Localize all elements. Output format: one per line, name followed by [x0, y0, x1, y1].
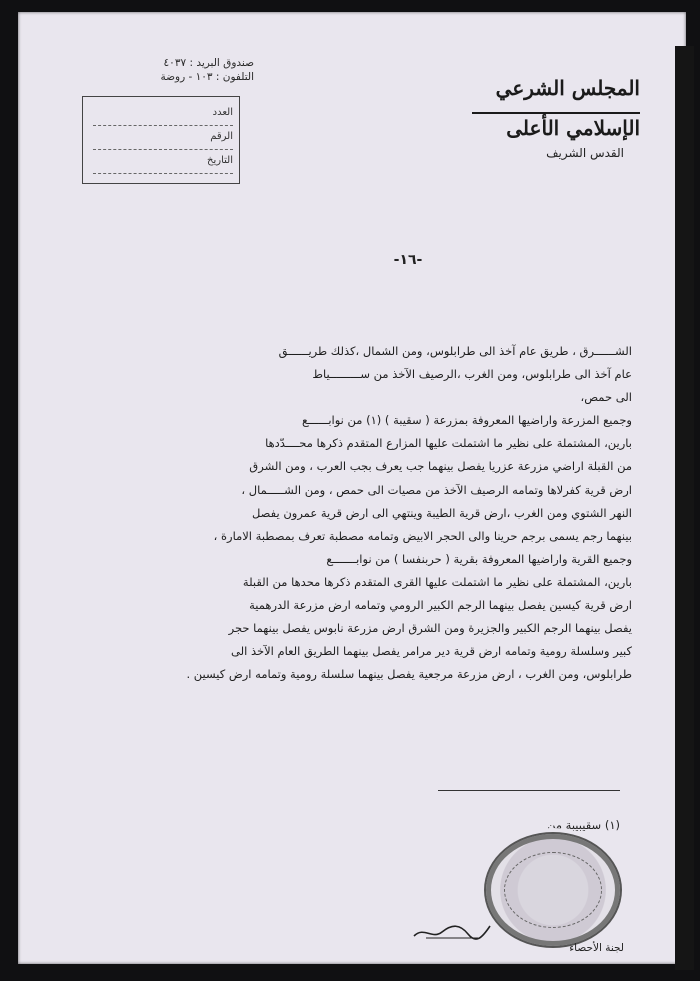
letterhead-logo: المجلس الشرعي الإسلامي الأعلى [472, 68, 640, 114]
body-line: بارين، المشتملة على نظير ما اشتملت عليها المزارع المتقدم ذكرها محــــدّدها [265, 436, 632, 451]
body-line: بينهما رجم يسمى برجم حرينا والى الحجر الابيض وتمامه مصطبة تعرف بمصطبة الامارة ، [213, 528, 632, 543]
binding-strip [675, 46, 694, 970]
ref-field-date: التاريخ [93, 155, 233, 174]
phone: التلفون : ١٠٣ - روضة [160, 71, 254, 83]
ref-field-number: العدد [93, 107, 233, 126]
footnote: (١) سقيبيبة من [547, 818, 620, 832]
seal-inner-ring [504, 852, 602, 928]
body-line: بارين، المشتملة على نظير ما اشتملت عليها القرى المتقدم ذكرها محدها من القبلة [242, 574, 632, 589]
footnote-divider [438, 790, 620, 791]
body-line: الى حمص، [580, 390, 632, 405]
body-line: وجميع المزرعة واراضيها المعروفة بمزرعة ( سقيبة ) (١) من نوابــــــع [302, 413, 632, 428]
body-line: النهر الشتوي ومن الغرب ،ارض قرية الطيبة وينتهي الى ارض قرية عمرون يفصل [251, 505, 632, 520]
body-text [60, 340, 632, 686]
signature-label: لجنة الأحصاء [569, 942, 624, 954]
letterhead-city: القدس الشريف [546, 146, 624, 160]
document-page [18, 12, 686, 964]
body-line: عام آخذ الى طرابلوس، ومن الغرب ،الرصيف الآخذ من ســـــــــياط [312, 367, 632, 382]
body-line: يفصل بينهما الرجم الكبير والجزيرة ومن الشرق ارض مزرعة نابوس يفصل بينهما حجر [228, 621, 632, 636]
body-line: كبير وسلسلة رومية وتمامه ارض قرية دير مرامر يفصل بينهما الطريق العام الآخذ الى [231, 644, 632, 659]
reference-box [82, 96, 240, 184]
body-line: طرابلوس، ومن الغرب ، ارض مزرعة مرجعية يفصل بينهما سلسلة رومية وتمامه ارض كيسين . [186, 667, 632, 682]
body-line: ارض قرية كيسين يفصل بينهما الرجم الكبير الرومي وتمامه ارض مزرعة الدرهمية [249, 598, 632, 613]
official-seal-stamp [484, 832, 622, 948]
contact-header [104, 56, 254, 84]
page-number: -١٦- [393, 252, 423, 268]
handwritten-signature [412, 918, 492, 944]
body-line: من القبلة اراضي مزرعة عزريا يفصل بينهما جب يعرف بجب العرب ، ومن الشرق [249, 459, 632, 474]
body-line: الشــــــرق ، طريق عام آخذ الى طرابلوس، ومن الشمال ،كذلك طريــــــق [278, 344, 632, 358]
ref-field-ref: الرقم [93, 131, 233, 150]
body-line: ارض قرية كفرلاها وتمامه الرصيف الآخذ من مصيات الى حمص ، ومن الشـــــمال ، [241, 482, 632, 497]
po-box: صندوق البريد : ٤٠٣٧ [163, 57, 254, 69]
body-line: وجميع القرية واراضيها المعروفة بقرية ( حربنفسا ) من نوابـــــــع [326, 551, 632, 566]
